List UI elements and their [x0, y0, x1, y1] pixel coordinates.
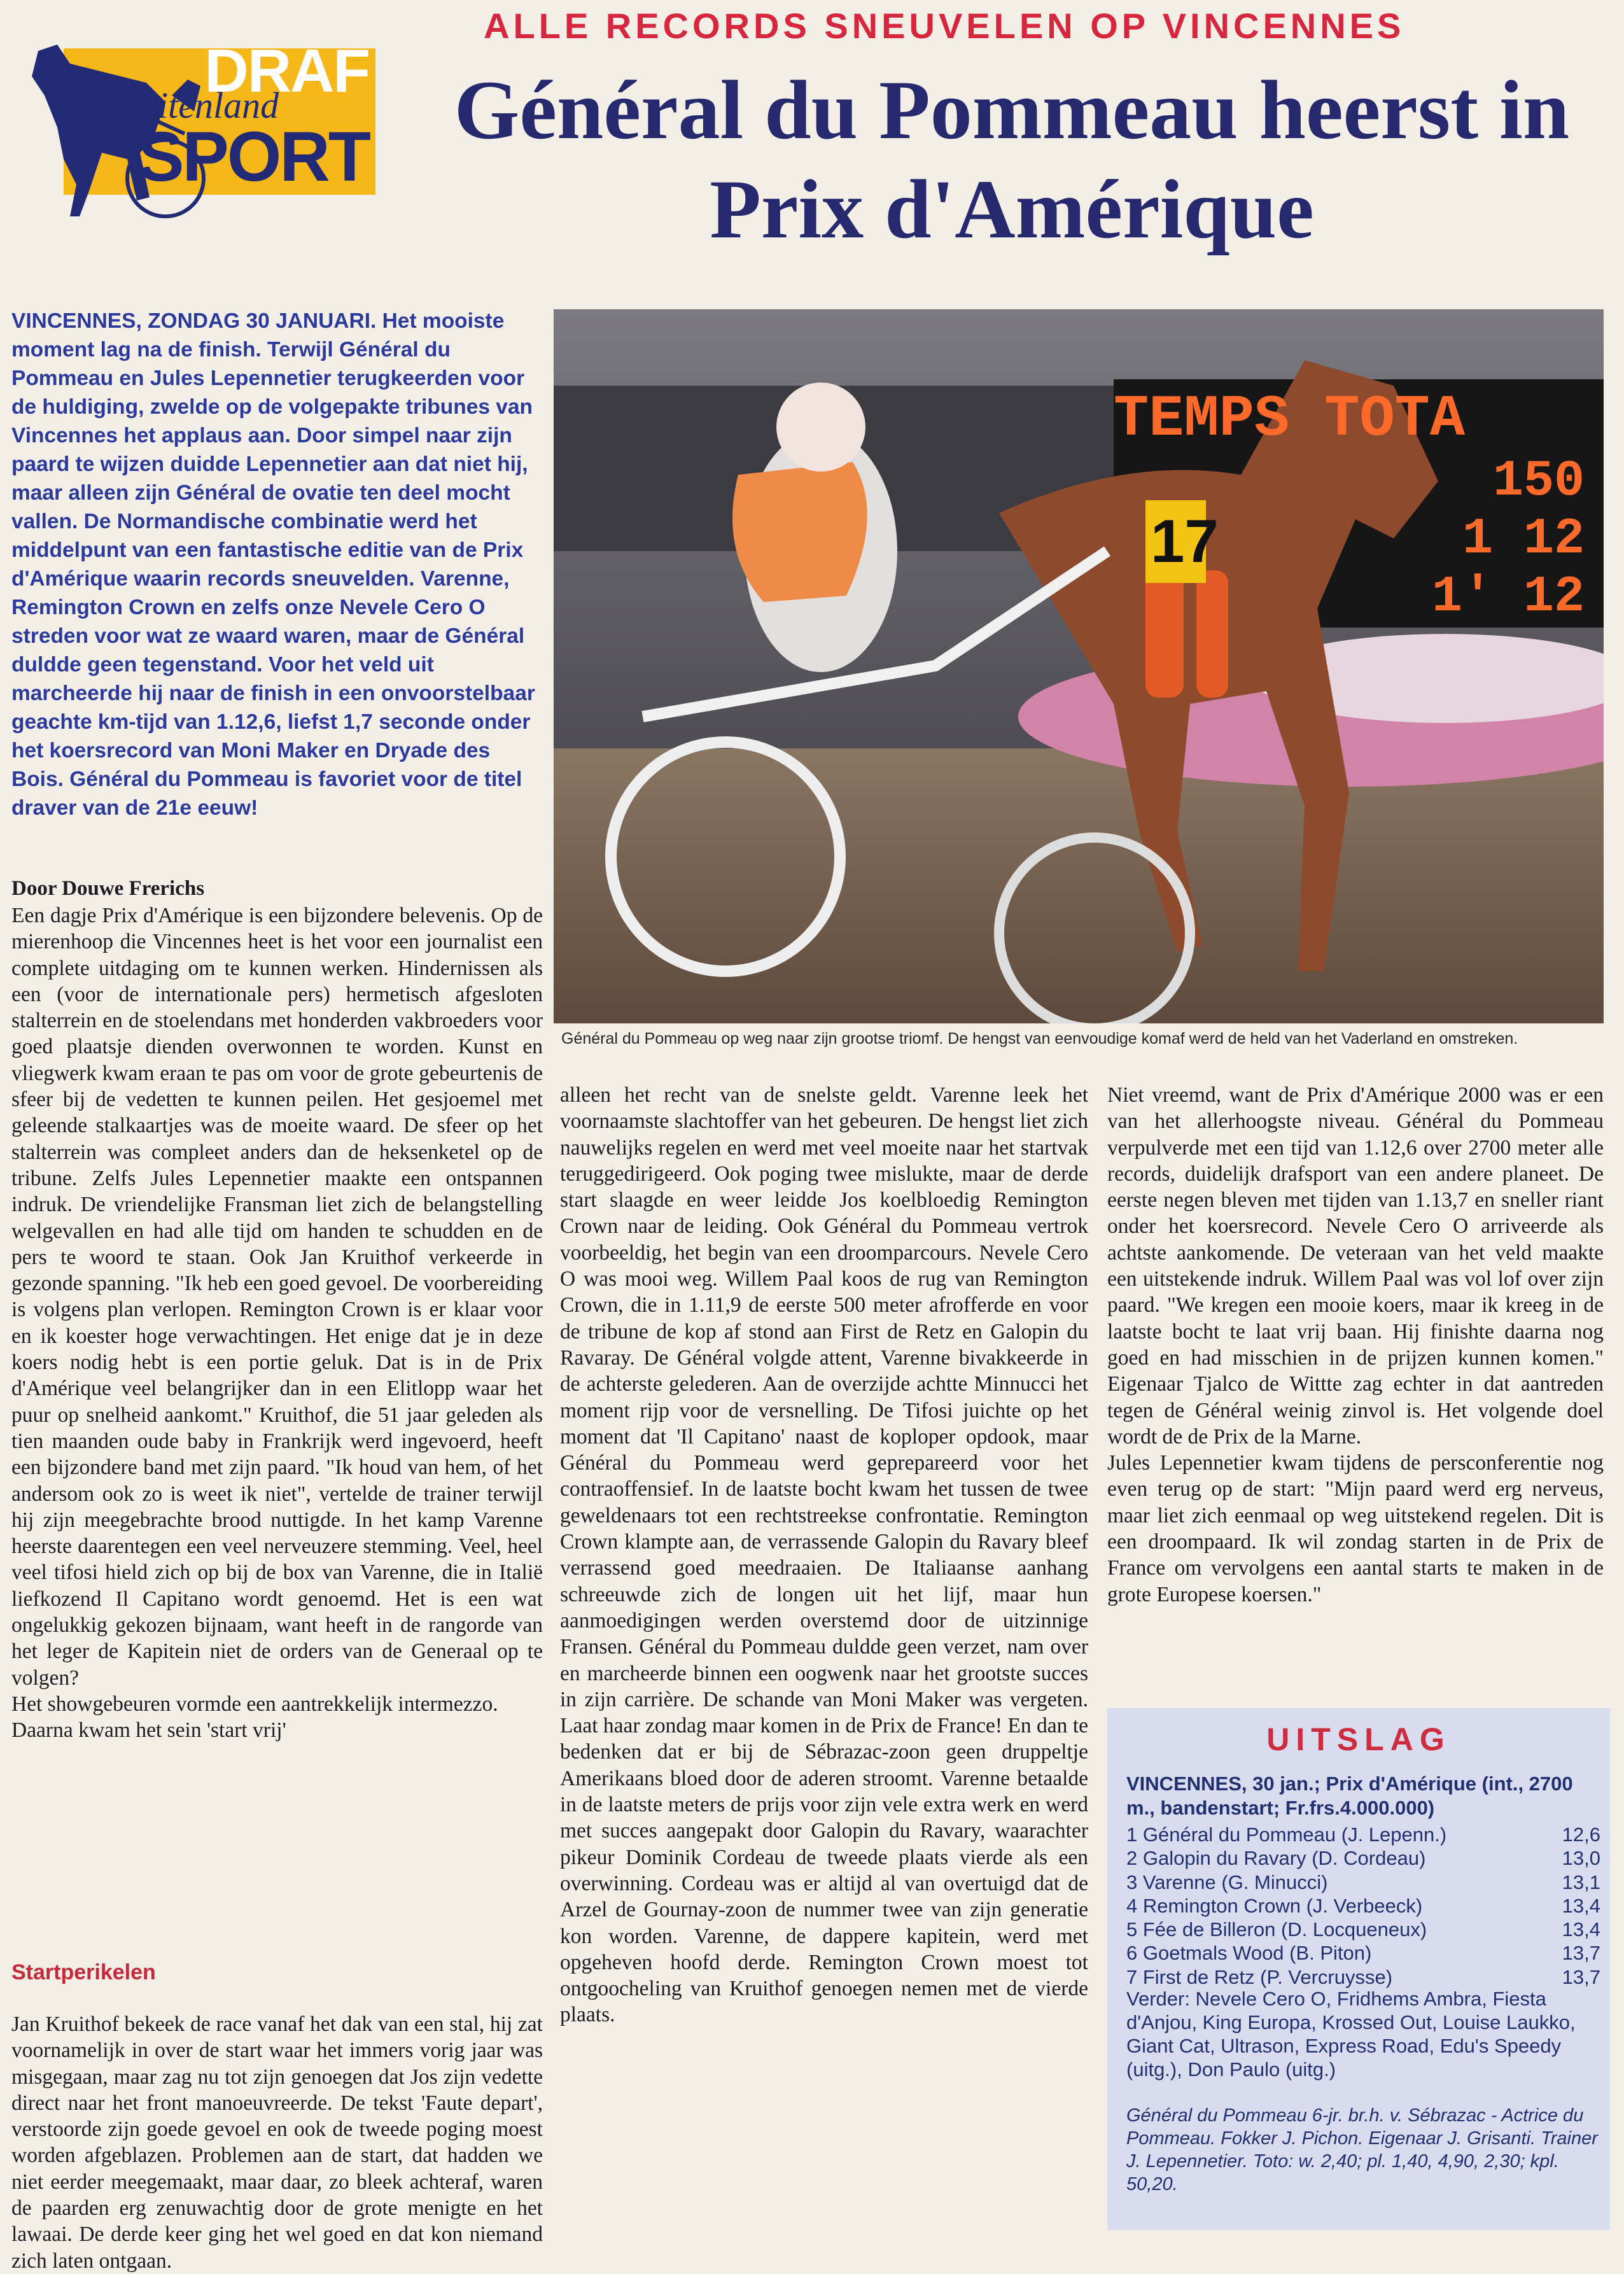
body-column-2 — [560, 1082, 1088, 2028]
result-time: 13,0 — [1562, 1847, 1600, 1870]
headline-line-2: Prix d'Amérique — [710, 162, 1314, 256]
body-column-1 — [11, 902, 543, 1744]
draf-sport-logo — [19, 25, 375, 242]
scoreboard — [1114, 386, 1604, 626]
result-horse: 5 Fée de Billeron (D. Locqueneux) — [1126, 1918, 1427, 1941]
result-row — [1126, 1965, 1600, 1989]
photo-caption: Général du Pommeau op weg naar zijn grootse triomf. De hengst van eenvoudige komaf werd de held van het Vaderland en omstreken. — [561, 1030, 1518, 1048]
scoreboard-row: 1' 12 — [1431, 568, 1585, 626]
headline — [407, 60, 1616, 259]
body-column-1-cont — [11, 2011, 543, 2274]
paragraph: alleen het recht van de snelste geldt. Varenne leek het voornaamste slachtoffer van het gebeuren. De hengst liet zich nauwelijks regelen en werd met veel moeite naar het startvak teruggedirigeerd. Ook poging twee mislukte, maar de derde start slaagde en weer leidde Jos koelbloedig Remington Crown naar de leiding. Ook Général du Pommeau vertrok voorbeeldig, het begin van een droomparcours. Nevele Cero O was mooi weg. Willem Paal koos de rug van Remington Crown, die in 1.11,9 de eerste 500 meter afrofferde en voor de tribune de kop af stond aan First de Retz en Galopin du Ravaray. De Général volgde attent, Varenne bivakkeerde in de achterste gelederen. Aan de overzijde achtte Minnucci het moment rijp voor de versnelling. De Tifosi juichte op het moment dat 'Il Capitano' naast de koploper opdook, maar Général du Pommeau werd geprepareerd voor het contraoffensief. In de laatste bocht kwam het tussen de twee geweldenaars tot een rechtstreekse confrontatie. Remington Crown klampte aan, de verrassende Galopin du Ravary bleef verrassend goed meedraaien. De Italiaanse aanhang schreeuwde zich de longen uit het lijf, maar hun aanmoedigingen werden overstemd door de uitzinnige Fransen. Général du Pommeau duldde geen verzet, nam over en marcheerde binnen een oogwenk naar het grootste succes in zijn carrière. De schande van Moni Maker was vergeten. Laat haar zondag maar komen in de Prix de France! En dan te bedenken dat er bij de Sébrazac-zoon geen druppeltje Amerikaans bloed door de aderen stroomt. Varenne betaalde in de laatste meters de prijs voor zijn vele extra werk en werd met succes aangepakt door Galopin du Ravary, waarachter pikeur Dominik Cordeau de tweede plaats vierde als een overwinning. Cordeau was er altijd al van overtuigd dat de Arzel de Gournay-zoon de nummer twee van zijn generatie kon worden. Varenne, de dappere kapitein, werd met opgeheven hoofd derde. Remington Crown moest tot ontgoocheling van Kruithof genoegen nemen met de vierde plaats. — [560, 1083, 1088, 2027]
result-horse: 6 Goetmals Wood (B. Piton) — [1126, 1942, 1372, 1965]
scoreboard-title: TEMPS TOTA — [1114, 386, 1466, 453]
saddle-number: 17 — [1151, 507, 1219, 575]
result-row — [1126, 1918, 1600, 1941]
result-time: 13,1 — [1562, 1870, 1600, 1893]
result-horse: 7 First de Retz (P. Vercruysse) — [1126, 1965, 1393, 1988]
scoreboard-row: 1 12 — [1462, 510, 1585, 568]
paragraph: Het showgebeuren vormde een aantrekkelijk intermezzo. Daarna kwam het sein 'start vrij' — [11, 1692, 498, 1743]
result-time: 13,7 — [1562, 1942, 1600, 1965]
results-box — [1107, 1708, 1610, 2230]
result-time: 13,7 — [1562, 1965, 1600, 1988]
result-row — [1126, 1846, 1600, 1870]
result-time: 13,4 — [1562, 1918, 1600, 1941]
results-list — [1126, 1823, 1600, 1989]
results-pedigree: Général du Pommeau 6-jr. br.h. v. Sébrazac - Actrice du Pommeau. Fokker J. Pichon. Eigenaar J. Grisanti. Trainer J. Lepennetier. Toto: w. 2,40; pl. 1,40, 4,90, 2,30; kpl. 50,20. — [1126, 2105, 1598, 2194]
paragraph: Een dagje Prix d'Amérique is een bijzondere belevenis. Op de mierenhoop die Vincennes heet is het voor een journalist een complete uitdaging om te kunnen werken. Hindernissen als een (voor de internationale pers) hermetisch afgesloten stalterrein en de stoelendans met honderden vakbroeders voor goed plaatsje dienden overwonnen te worden. Kunst en vliegwerk kwam eraan te pas om voor de grote gebeurtenis de sfeer bij de vedetten te kunnen peilen. Het gesjoemel met geleende stalkaartjes was de moeite waard. De sfeer op het stalterrein was compleet anders dan de heksenketel op de tribune. Zelfs Jules Lepennetier maakte een ontspannen indruk. De vriendelijke Fransman liet zich de belangstelling welgevallen en had alle tijd om handen te schudden en de pers te woord te staan. Ook Jan Kruithof verkeerde in gezonde spanning. "Ik heb een goed gevoel. De voorbereiding is volgens plan verlopen. Remington Crown is er klaar voor en ik koester hoge verwachtingen. Het enige dat je in deze koers nodig hebt is een portie geluk. Dat is in de Prix d'Amérique veel belangrijker dan in een Elitlopp waar het puur op snelheid aankomt." Kruithof, die 51 jaar geleden als tien maanden oude baby in Frankrijk werd ingevoerd, heeft een bijzondere band met zijn paard. "Ik houd van hem, of het andersom ook zo is weet ik niet", vertelde de trainer terwijl hij zijn meegebrachte brood nuttigde. In het kamp Varenne heerste daarentegen een veel nerveuzere stemming. Veel, heel veel tifosi hield zich op bij de box van Varenne, die in Italië liefkozend Il Capitano wordt genoemd. Het is een wat ongelukkig gekozen bijnaam, want heeft in de rangorde van het leger de Kapitein niet de orders van de Generaal op te volgen? — [11, 904, 543, 1690]
result-horse: 1 Général du Pommeau (J. Lepenn.) — [1126, 1823, 1447, 1846]
paragraph: Niet vreemd, want de Prix d'Amérique 2000 was er een van het allerhoogste niveau. Général du Pommeau verpulverde met een tijd van 1.12,6 over 2700 meter alle records, duidelijk drafsport van een andere planeet. De eerste negen bleven met tijden van 1.13,7 en sneller riant onder het koersrecord. Nevele Cero O arriveerde als achtste aankomende. De veteraan van het veld maakte een uitstekende indruk. Willem Paal was vol lof over zijn paard. "We kregen een mooie koers, maar ik kreeg in de laatste bocht te laat vrij baan. Hij finishte daarna nog goed en had misschien in de prijzen kunnen komen." Eigenaar Tjalco de Wittte zag echter in dat aantreden tegen de Général weinig zinvol is. Het volgende doel wordt de de Prix de la Marne. — [1107, 1083, 1604, 1449]
result-time: 13,4 — [1562, 1894, 1600, 1917]
logo-sport: SPORT — [137, 118, 369, 196]
scoreboard-row: 150 — [1492, 453, 1585, 510]
results-race-info: VINCENNES, 30 jan.; Prix d'Amérique (int., 2700 m., bandenstart; Fr.frs.4.000.000) — [1126, 1772, 1573, 1819]
result-row — [1126, 1941, 1600, 1965]
race-photo — [554, 309, 1604, 1023]
result-horse: 2 Galopin du Ravary (D. Cordeau) — [1126, 1847, 1426, 1870]
headline-line-1: Général du Pommeau heerst in — [454, 63, 1570, 157]
paragraph: Jan Kruithof bekeek de race vanaf het dak van een stal, hij zat voornamelijk in over de start waar het immers vorig jaar was misgegaan, maar zag nu tot zijn genoegen dat Jos zijn vedette direct naar het front manoeuvreerde. De tekst 'Faute depart', verstoorde zijn goede gevoel en ook de tweede poging moest worden afgeblazen. Problemen aan de start, dat hadden we niet eerder meegemaakt, maar daar, zo bleek achteraf, waren de paarden erg zenuwachtig door de grote menigte en het lawaai. De derde keer ging het wel goed en dat kon niemand zich laten ontgaan. — [11, 2012, 543, 2273]
logo-buitenland: buitenland — [121, 85, 279, 126]
intro-lead: VINCENNES, ZONDAG 30 JANUARI. Het mooiste moment lag na de finish. Terwijl Général du Pommeau en Jules Lepennetier terugkeerden voor de huldiging, zwelde op de volgepakte tribunes van Vincennes het applaus aan. Door simpel naar zijn paard te wijzen duidde Lepennetier aan dat niet hij, maar alleen zijn Général de ovatie ten deel mocht vallen. De Normandische combinatie werd het middelpunt van een fantastische editie van de Prix d'Amérique waarin records sneuvelden. Varenne, Remington Crown en zelfs onze Nevele Cero O streden voor wat ze waard waren, maar de Général duldde geen tegenstand. Voor het veld uit marcheerde hij naar de finish in een onvoorstelbaar geachte km-tijd van 1.12,6, liefst 1,7 seconde onder het koersrecord van Moni Maker en Dryade des Bois. Général du Pommeau is favoriet voor de titel draver van de 21e eeuw! — [11, 309, 535, 820]
subhead: Startperikelen — [11, 1960, 156, 1984]
byline: Door Douwe Frerichs — [11, 877, 205, 900]
results-others: Verder: Nevele Cero O, Fridhems Ambra, Fiesta d'Anjou, King Europa, Krossed Out, Louise Laukko, Giant Cat, Ultrason, Express Road, Edu's Speedy (uitg.), Don Paulo (uitg.) — [1126, 1988, 1576, 2081]
body-column-3 — [1107, 1082, 1604, 1608]
logo-draf: DRAF — [204, 37, 369, 105]
results-title: UITSLAG — [1266, 1722, 1451, 1757]
result-row — [1126, 1823, 1600, 1846]
paragraph: Jules Lepennetier kwam tijdens de persconferentie nog even terug op de start: "Mijn paard werd erg nerveus, maar liet zich eenmaal op weg uitstekend regelen. Dit is een droompaard. Ik wil zondag starten in de Prix de France om vervolgens een aantal starts te maken in de grote Europese koersen." — [1107, 1451, 1604, 1606]
result-horse: 3 Varenne (G. Minucci) — [1126, 1870, 1328, 1893]
result-horse: 4 Remington Crown (J. Verbeeck) — [1126, 1894, 1423, 1917]
result-row — [1126, 1894, 1600, 1918]
result-time: 12,6 — [1562, 1823, 1600, 1846]
result-row — [1126, 1870, 1600, 1894]
kicker: ALLE RECORDS SNEUVELEN OP VINCENNES — [484, 6, 1405, 46]
